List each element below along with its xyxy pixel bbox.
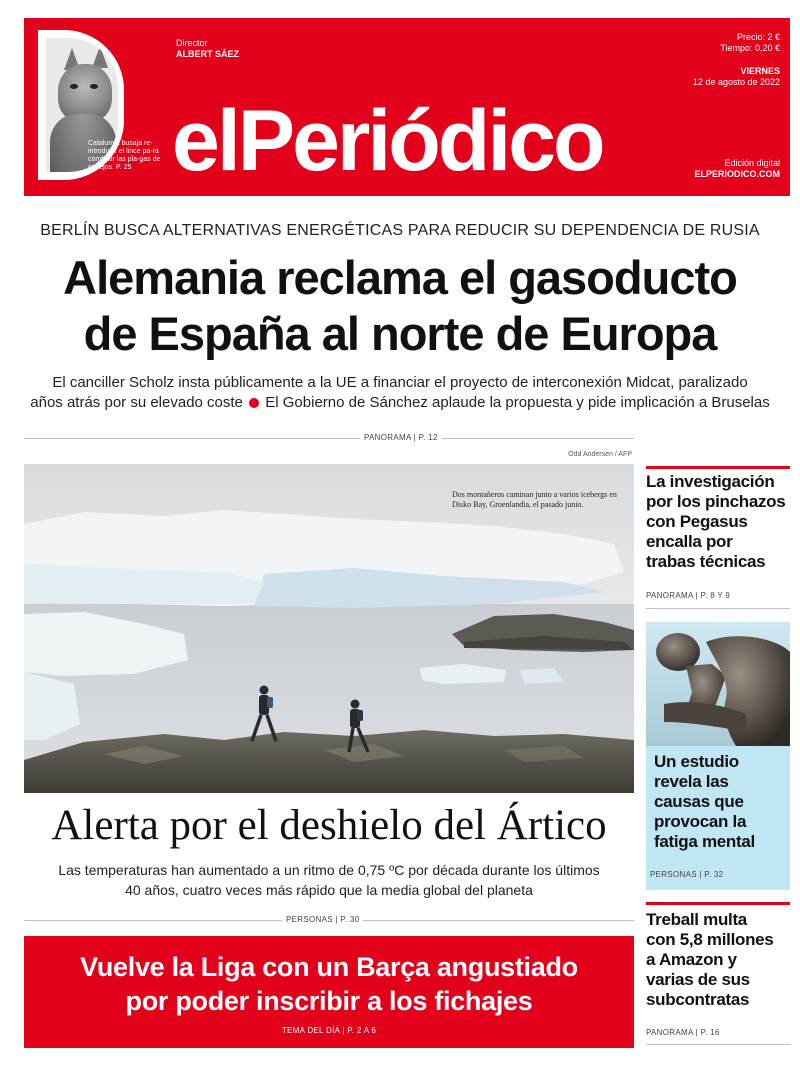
sidebar-story-pegasus-ref: PANORAMA | P. 8 Y 9 [646,591,731,600]
bullet-dot [249,398,259,408]
divider [24,438,634,439]
photo-story-title[interactable]: Alerta por el deshielo del Ártico [51,802,607,849]
sidebar-story-fatigue-ref: PERSONAS | P. 32 [650,870,724,879]
lead-headline[interactable]: Alemania reclama el gasoducto de España al norte de Europa [63,251,737,360]
divider [646,608,790,609]
thinker-sculpture-image [646,622,790,746]
director-name: ALBERT SÁEZ [176,49,239,59]
photo-story-page-ref: PERSONAS | P. 30 [282,915,363,924]
sidebar-feature-box[interactable] [646,622,790,890]
lead-page-ref: PANORAMA | P. 12 [360,433,442,442]
divider [646,1044,790,1045]
sidebar-story-amazon-ref: PANORAMA | P. 16 [646,1028,720,1037]
sidebar-story-amazon[interactable]: Treball multa con 5,8 millones a Amazon y varias de sus subcontratas [646,910,774,1009]
newspaper-wordmark[interactable]: elPeriódico [172,93,603,189]
photo-caption: Dos montañeros caminan junto a varios icebergs en Disko Bay, Groenlandia, el pasado junio. [452,490,617,509]
sports-title: Vuelve la Liga con un Barça angustiado por poder inscribir a los fichajes [80,952,578,1016]
masthead [24,18,790,196]
edition-date: VIERNES 12 de agosto de 2022 [692,66,780,87]
website-link[interactable]: ELPERIODICO.COM [694,169,780,179]
website-info: Edición digital ELPERIODICO.COM [694,158,780,179]
logo-caption: Catalunya busaja re-introducir el lince pa-ra combatir las pla-gas de conejos. P. 25 [88,140,161,171]
arctic-photo[interactable] [24,464,634,793]
photo-credit: Odd Andersen / AFP [568,451,632,458]
lead-subhead: El canciller Scholz insta públicamente a la UE a financiar el proyecto de interconexión Midcat, paralizado años atrás por su elevado coste El Gobierno de Sánchez aplaude la propuesta y pide implicación a Bruselas [30,374,770,411]
sidebar-story-fatigue: Un estudio revela las causas que provocan la fatiga mental [654,752,755,851]
photo-story-subhead: Las temperaturas han aumentado a un ritmo de 0,75 ºC por década durante los últimos 40 años, cuatro veces más rápido que la media global del planeta [58,862,600,898]
arctic-scene [24,464,634,793]
sidebar-rule [646,466,790,469]
price-info: Precio: 2 € Tiempo: 0,20 € [720,32,780,53]
lead-kicker: BERLÍN BUSCA ALTERNATIVAS ENERGÉTICAS PARA REDUCIR SU DEPENDENCIA DE RUSIA [40,222,760,239]
sidebar-rule [646,902,790,905]
sidebar-story-pegasus[interactable]: La investigación por los pinchazos con Pegasus encalla por trabas técnicas [646,472,786,571]
director-label: Director [176,38,208,48]
sports-banner[interactable] [24,936,634,1048]
sports-page-ref: TEMA DEL DÍA | P. 2 A 6 [281,1026,377,1035]
